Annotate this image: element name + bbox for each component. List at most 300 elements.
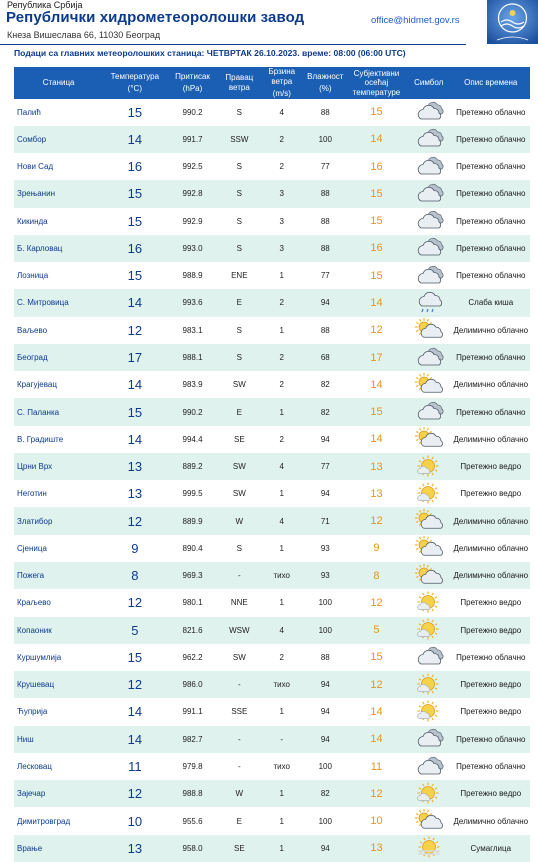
humidity-cell: 82 (304, 371, 348, 398)
description-cell: Претежно облачно (452, 126, 530, 153)
symbol-cell (406, 99, 452, 126)
pressure-cell: 889.2 (166, 453, 218, 480)
col-station: Станица (14, 67, 103, 99)
table-row (14, 317, 530, 344)
station-cell[interactable]: Београд (14, 344, 103, 371)
wind-speed-cell: 1 (260, 535, 304, 562)
table-row (14, 235, 530, 262)
table-row (14, 453, 530, 480)
pressure-cell: 992.5 (166, 153, 218, 180)
wind-direction-cell: - (219, 726, 260, 753)
station-cell[interactable]: Пожега (14, 562, 103, 589)
wind-direction-cell: S (219, 180, 260, 207)
wind-direction-cell: SE (219, 426, 260, 453)
symbol-cell (406, 208, 452, 235)
description-cell: Слаба киша (452, 289, 530, 316)
wind-direction-cell: SW (219, 371, 260, 398)
mostly-sunny-icon (414, 618, 444, 642)
pressure-cell: 988.9 (166, 262, 218, 289)
description-cell: Претежно ведро (452, 617, 530, 644)
pressure-cell: 958.0 (166, 835, 218, 862)
station-cell[interactable]: С. Митровица (14, 289, 103, 316)
mostly-sunny-icon (414, 455, 444, 479)
pressure-cell: 988.8 (166, 780, 218, 807)
humidity-cell: 94 (304, 289, 348, 316)
wind-direction-cell: SW (219, 644, 260, 671)
humidity-cell: 68 (304, 344, 348, 371)
cloudy-icon (414, 400, 444, 424)
symbol-cell (406, 126, 452, 153)
description-cell: Претежно облачно (452, 208, 530, 235)
description-cell: Сумаглица (452, 835, 530, 862)
symbol-cell (406, 317, 452, 344)
description-cell: Делимично облачно (452, 371, 530, 398)
temperature-cell: 13 (103, 453, 166, 480)
cloudy-icon (414, 127, 444, 151)
pressure-cell: 994.4 (166, 426, 218, 453)
wind-direction-cell: S (219, 344, 260, 371)
subjective-temp-cell: 14 (347, 426, 406, 453)
subjective-temp-cell: 16 (347, 153, 406, 180)
station-cell[interactable]: С. Паланка (14, 398, 103, 425)
subjective-temp-cell: 14 (347, 371, 406, 398)
cloudy-icon (414, 727, 444, 751)
wind-direction-cell: S (219, 153, 260, 180)
table-row (14, 807, 530, 834)
partly-cloudy-icon (414, 318, 444, 342)
wind-direction-cell: - (219, 753, 260, 780)
wind-speed-cell: 1 (260, 480, 304, 507)
cloudy-icon (414, 645, 444, 669)
temperature-cell: 12 (103, 780, 166, 807)
wind-speed-cell: 3 (260, 180, 304, 207)
wind-speed-cell: тихо (260, 753, 304, 780)
subjective-temp-cell: 15 (347, 398, 406, 425)
subjective-temp-cell: 14 (347, 126, 406, 153)
subjective-temp-cell: 15 (347, 180, 406, 207)
subjective-temp-cell: 12 (347, 317, 406, 344)
site-header (0, 0, 466, 45)
humidity-cell: 100 (304, 589, 348, 616)
description-cell: Делимично облачно (452, 426, 530, 453)
wind-speed-cell: тихо (260, 671, 304, 698)
subjective-temp-cell: 8 (347, 562, 406, 589)
table-row (14, 535, 530, 562)
weather-table (14, 67, 530, 862)
humidity-cell: 77 (304, 153, 348, 180)
symbol-cell (406, 289, 452, 316)
subjective-temp-cell: 15 (347, 644, 406, 671)
subjective-temp-cell: 10 (347, 807, 406, 834)
wind-direction-cell: E (219, 289, 260, 316)
wind-speed-cell: 4 (260, 617, 304, 644)
subjective-temp-cell: 13 (347, 453, 406, 480)
symbol-cell (406, 726, 452, 753)
table-row (14, 371, 530, 398)
wind-speed-cell: 2 (260, 126, 304, 153)
description-cell: Претежно облачно (452, 753, 530, 780)
humidity-cell: 93 (304, 562, 348, 589)
wind-direction-cell: - (219, 562, 260, 589)
pressure-cell: 992.9 (166, 208, 218, 235)
humidity-cell: 88 (304, 208, 348, 235)
temperature-cell: 15 (103, 208, 166, 235)
col-wind-speed: Брзина ветра (m/s) (260, 67, 304, 99)
subjective-temp-cell: 11 (347, 753, 406, 780)
humidity-cell: 100 (304, 617, 348, 644)
partly-cloudy-icon (414, 373, 444, 397)
wind-direction-cell: SSW (219, 126, 260, 153)
humidity-cell: 94 (304, 726, 348, 753)
temperature-cell: 13 (103, 835, 166, 862)
station-cell[interactable]: Копаоник (14, 617, 103, 644)
table-row (14, 780, 530, 807)
symbol-cell (406, 453, 452, 480)
symbol-cell (406, 507, 452, 534)
pressure-cell: 982.7 (166, 726, 218, 753)
table-row (14, 589, 530, 616)
pressure-cell: 988.1 (166, 344, 218, 371)
table-row (14, 726, 530, 753)
description-cell: Претежно облачно (452, 644, 530, 671)
symbol-cell (406, 617, 452, 644)
description-cell: Претежно облачно (452, 99, 530, 126)
subjective-temp-cell: 14 (347, 698, 406, 725)
table-row (14, 153, 530, 180)
temperature-cell: 12 (103, 589, 166, 616)
subjective-temp-cell: 9 (347, 535, 406, 562)
table-row (14, 507, 530, 534)
wind-speed-cell: 2 (260, 644, 304, 671)
humidity-cell: 94 (304, 698, 348, 725)
email-link[interactable]: office@hidmet.gov.rs (371, 15, 460, 26)
cloudy-icon (414, 236, 444, 260)
humidity-cell: 94 (304, 426, 348, 453)
symbol-cell (406, 398, 452, 425)
temperature-cell: 13 (103, 480, 166, 507)
symbol-cell (406, 807, 452, 834)
pressure-cell: 990.2 (166, 99, 218, 126)
humidity-cell: 88 (304, 235, 348, 262)
wind-speed-cell: 2 (260, 153, 304, 180)
pressure-cell: 990.2 (166, 398, 218, 425)
wind-speed-cell: 1 (260, 262, 304, 289)
col-subjective-temp: Субјективни осећај температуре (347, 67, 406, 99)
wind-direction-cell: E (219, 807, 260, 834)
description-cell: Претежно ведро (452, 671, 530, 698)
symbol-cell (406, 344, 452, 371)
station-cell[interactable]: Зрењанин (14, 180, 103, 207)
pressure-cell: 980.1 (166, 589, 218, 616)
subjective-temp-cell: 15 (347, 99, 406, 126)
temperature-cell: 14 (103, 426, 166, 453)
description-cell: Претежно облачно (452, 180, 530, 207)
mostly-sunny-icon (414, 591, 444, 615)
subjective-temp-cell: 13 (347, 480, 406, 507)
table-row (14, 617, 530, 644)
col-pressure: Притисак (hPa) (166, 67, 218, 99)
cloudy-icon (414, 755, 444, 779)
wind-direction-cell: S (219, 535, 260, 562)
subjective-temp-cell: 14 (347, 289, 406, 316)
temperature-cell: 17 (103, 344, 166, 371)
temperature-cell: 14 (103, 371, 166, 398)
wind-speed-cell: 4 (260, 507, 304, 534)
symbol-cell (406, 698, 452, 725)
wind-direction-cell: S (219, 235, 260, 262)
pressure-cell: 999.5 (166, 480, 218, 507)
temperature-cell: 15 (103, 398, 166, 425)
col-humidity: Влажност (%) (304, 67, 348, 99)
temperature-cell: 8 (103, 562, 166, 589)
wind-speed-cell: 4 (260, 99, 304, 126)
station-cell[interactable]: Кикинда (14, 208, 103, 235)
temperature-cell: 11 (103, 753, 166, 780)
symbol-cell (406, 562, 452, 589)
table-row (14, 753, 530, 780)
station-cell[interactable]: Лозница (14, 262, 103, 289)
station-cell[interactable]: Куршумлија (14, 644, 103, 671)
address-text: Кнеза Вишеслава 66, 11030 Београд (7, 30, 161, 40)
pressure-cell: 889.9 (166, 507, 218, 534)
temperature-cell: 16 (103, 153, 166, 180)
station-cell[interactable]: Димитровград (14, 807, 103, 834)
symbol-cell (406, 235, 452, 262)
wind-speed-cell: 1 (260, 589, 304, 616)
wind-speed-cell: 2 (260, 371, 304, 398)
table-row (14, 180, 530, 207)
subjective-temp-cell: 15 (347, 262, 406, 289)
wind-speed-cell: 1 (260, 780, 304, 807)
humidity-cell: 77 (304, 453, 348, 480)
pressure-cell: 962.2 (166, 644, 218, 671)
temperature-cell: 15 (103, 99, 166, 126)
station-cell[interactable]: Златибор (14, 507, 103, 534)
description-cell: Делимично облачно (452, 507, 530, 534)
temperature-cell: 15 (103, 180, 166, 207)
symbol-cell (406, 480, 452, 507)
symbol-cell (406, 535, 452, 562)
symbol-cell (406, 644, 452, 671)
station-cell[interactable]: Нови Сад (14, 153, 103, 180)
subjective-temp-cell: 12 (347, 780, 406, 807)
temperature-cell: 12 (103, 317, 166, 344)
table-row (14, 126, 530, 153)
station-cell[interactable]: Крагујевац (14, 371, 103, 398)
station-cell[interactable]: Лесковац (14, 753, 103, 780)
symbol-cell (406, 426, 452, 453)
wind-direction-cell: NNE (219, 589, 260, 616)
station-cell[interactable]: Ћуприја (14, 698, 103, 725)
description-cell: Претежно облачно (452, 153, 530, 180)
pressure-cell: 991.1 (166, 698, 218, 725)
table-row (14, 562, 530, 589)
cloudy-icon (414, 155, 444, 179)
wind-speed-cell: тихо (260, 562, 304, 589)
description-cell: Претежно ведро (452, 589, 530, 616)
temperature-cell: 14 (103, 289, 166, 316)
wind-direction-cell: SW (219, 480, 260, 507)
description-cell: Претежно ведро (452, 453, 530, 480)
temperature-cell: 12 (103, 507, 166, 534)
wind-direction-cell: SW (219, 453, 260, 480)
humidity-cell: 82 (304, 398, 348, 425)
wind-direction-cell: S (219, 99, 260, 126)
wind-speed-cell: 2 (260, 289, 304, 316)
stations-subtitle: Подаци са главних метеоролошких станица: ЧЕТВРТАК 26.10.2023. време: 08:00 (06:00 UTC) (14, 48, 406, 58)
subjective-temp-cell: 12 (347, 589, 406, 616)
symbol-cell (406, 671, 452, 698)
humidity-cell: 88 (304, 99, 348, 126)
rhmz-logo-icon[interactable] (487, 0, 538, 44)
table-row (14, 208, 530, 235)
symbol-cell (406, 262, 452, 289)
pressure-cell: 955.6 (166, 807, 218, 834)
temperature-cell: 14 (103, 698, 166, 725)
description-cell: Претежно ведро (452, 780, 530, 807)
table-header-row (14, 67, 530, 99)
mostly-sunny-icon (414, 482, 444, 506)
partly-cloudy-icon (414, 809, 444, 833)
partly-cloudy-icon (414, 564, 444, 588)
description-cell: Претежно ведро (452, 480, 530, 507)
humidity-cell: 93 (304, 535, 348, 562)
table-row (14, 99, 530, 126)
pressure-cell: 993.6 (166, 289, 218, 316)
wind-direction-cell: SE (219, 835, 260, 862)
humidity-cell: 100 (304, 126, 348, 153)
humidity-cell: 88 (304, 180, 348, 207)
wind-direction-cell: E (219, 398, 260, 425)
temperature-cell: 14 (103, 726, 166, 753)
pressure-cell: 983.1 (166, 317, 218, 344)
table-row (14, 480, 530, 507)
wind-speed-cell: - (260, 726, 304, 753)
pressure-cell: 992.8 (166, 180, 218, 207)
symbol-cell (406, 589, 452, 616)
col-description: Опис времена (452, 67, 530, 99)
station-cell[interactable]: В. Градиште (14, 426, 103, 453)
temperature-cell: 16 (103, 235, 166, 262)
table-body (14, 99, 530, 862)
station-cell[interactable]: Зајечар (14, 780, 103, 807)
humidity-cell: 71 (304, 507, 348, 534)
station-cell[interactable]: Краљево (14, 589, 103, 616)
symbol-cell (406, 153, 452, 180)
subjective-temp-cell: 12 (347, 507, 406, 534)
wind-direction-cell: W (219, 507, 260, 534)
symbol-cell (406, 780, 452, 807)
temperature-cell: 10 (103, 807, 166, 834)
table-row (14, 398, 530, 425)
mostly-sunny-icon (414, 782, 444, 806)
wind-direction-cell: SSE (219, 698, 260, 725)
description-cell: Претежно ведро (452, 698, 530, 725)
hazy-sun-icon (414, 836, 444, 860)
subjective-temp-cell: 15 (347, 208, 406, 235)
station-cell[interactable]: Црни Врх (14, 453, 103, 480)
partly-cloudy-icon (414, 509, 444, 533)
humidity-cell: 94 (304, 671, 348, 698)
temperature-cell: 12 (103, 671, 166, 698)
station-cell[interactable]: Неготин (14, 480, 103, 507)
cloudy-icon (414, 209, 444, 233)
subjective-temp-cell: 5 (347, 617, 406, 644)
temperature-cell: 9 (103, 535, 166, 562)
temperature-cell: 15 (103, 262, 166, 289)
table-row (14, 344, 530, 371)
station-cell[interactable]: Ниш (14, 726, 103, 753)
wind-direction-cell: WSW (219, 617, 260, 644)
wind-speed-cell: 1 (260, 807, 304, 834)
mostly-sunny-icon (414, 700, 444, 724)
mostly-sunny-icon (414, 673, 444, 697)
humidity-cell: 94 (304, 835, 348, 862)
station-cell[interactable]: Врање (14, 835, 103, 862)
cloudy-icon (414, 100, 444, 124)
wind-direction-cell: S (219, 317, 260, 344)
subjective-temp-cell: 16 (347, 235, 406, 262)
humidity-cell: 77 (304, 262, 348, 289)
wind-speed-cell: 3 (260, 208, 304, 235)
col-wind-direction: Правац ветра (219, 67, 260, 99)
table-row (14, 426, 530, 453)
station-cell[interactable]: Ваљево (14, 317, 103, 344)
symbol-cell (406, 371, 452, 398)
description-cell: Делимично облачно (452, 562, 530, 589)
col-temperature: Температура (°C) (103, 67, 166, 99)
subjective-temp-cell: 13 (347, 835, 406, 862)
station-cell[interactable]: Сомбор (14, 126, 103, 153)
description-cell: Делимично облачно (452, 807, 530, 834)
pressure-cell: 969.3 (166, 562, 218, 589)
station-cell[interactable]: Крушевац (14, 671, 103, 698)
institute-title[interactable]: Републички хидрометеоролошки завод (6, 9, 305, 26)
col-symbol: Симбол (406, 67, 452, 99)
humidity-cell: 88 (304, 317, 348, 344)
description-cell: Претежно облачно (452, 344, 530, 371)
description-cell: Делимично облачно (452, 317, 530, 344)
station-cell[interactable]: Палић (14, 99, 103, 126)
wind-speed-cell: 4 (260, 453, 304, 480)
description-cell: Претежно облачно (452, 726, 530, 753)
table-row (14, 698, 530, 725)
cloudy-icon (414, 346, 444, 370)
symbol-cell (406, 753, 452, 780)
temperature-cell: 5 (103, 617, 166, 644)
symbol-cell (406, 180, 452, 207)
description-cell: Претежно облачно (452, 235, 530, 262)
wind-direction-cell: W (219, 780, 260, 807)
wind-direction-cell: S (219, 208, 260, 235)
wind-speed-cell: 1 (260, 317, 304, 344)
cloudy-icon (414, 182, 444, 206)
wind-speed-cell: 1 (260, 398, 304, 425)
subjective-temp-cell: 12 (347, 671, 406, 698)
republic-label: Република Србија (7, 0, 83, 10)
temperature-cell: 14 (103, 126, 166, 153)
cloudy-icon (414, 264, 444, 288)
pressure-cell: 890.4 (166, 535, 218, 562)
pressure-cell: 991.7 (166, 126, 218, 153)
station-cell[interactable]: Сјеница (14, 535, 103, 562)
wind-speed-cell: 1 (260, 698, 304, 725)
temperature-cell: 15 (103, 644, 166, 671)
pressure-cell: 983.9 (166, 371, 218, 398)
table-row (14, 262, 530, 289)
wind-speed-cell: 1 (260, 835, 304, 862)
station-cell[interactable]: Б. Карловац (14, 235, 103, 262)
